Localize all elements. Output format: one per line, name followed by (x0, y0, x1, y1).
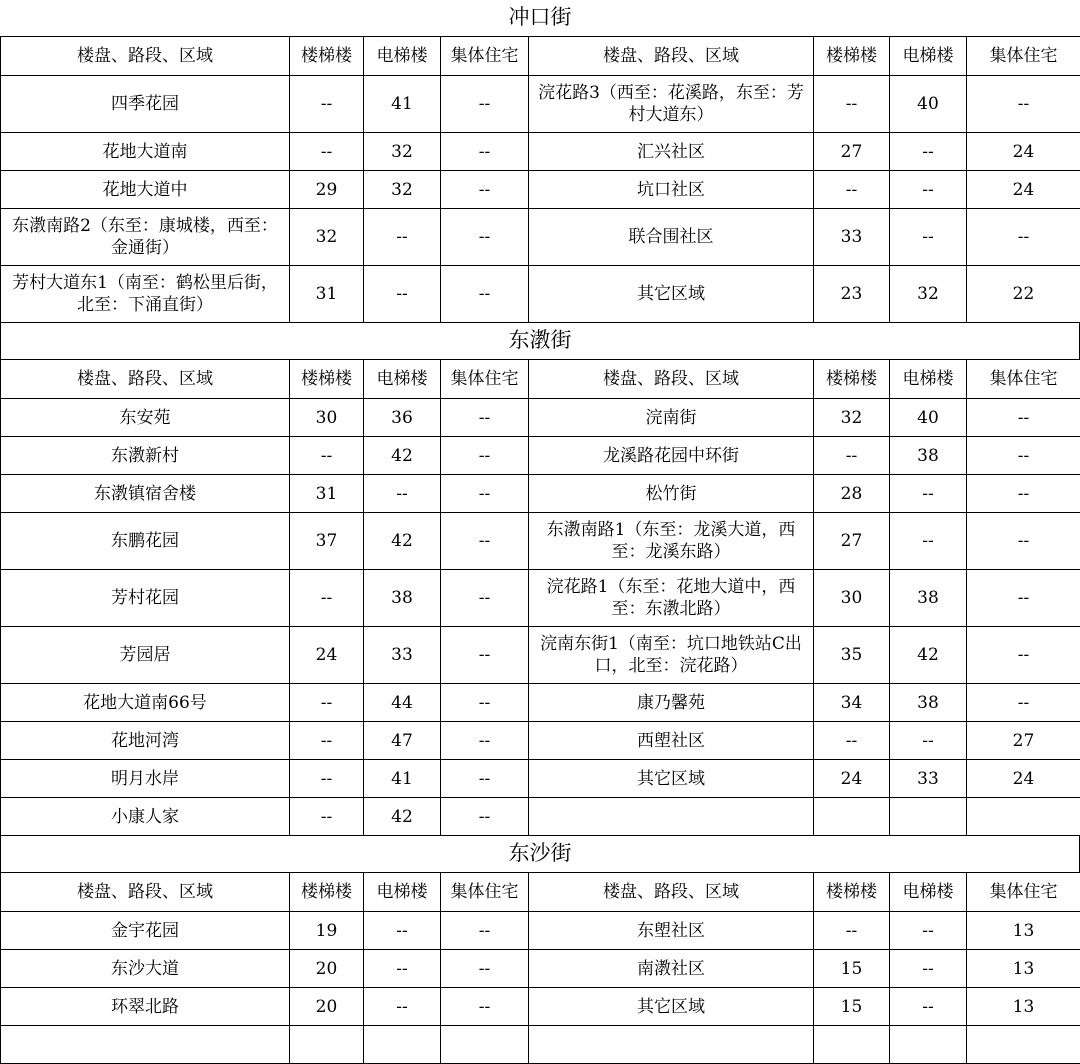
table-cell: 31 (290, 475, 364, 513)
table-cell: 四季花园 (1, 76, 290, 133)
column-header: 楼梯楼 (290, 37, 364, 76)
table-cell: -- (967, 437, 1080, 475)
column-header: 楼梯楼 (290, 873, 364, 912)
table-cell: 东漖新村 (1, 437, 290, 475)
table-cell: 38 (890, 437, 967, 475)
table-cell: 34 (814, 684, 890, 722)
header-row (1, 360, 1080, 399)
column-header: 电梯楼 (364, 37, 441, 76)
table-cell: 32 (364, 171, 441, 209)
table-cell: 33 (814, 209, 890, 266)
table-cell: 27 (967, 722, 1080, 760)
table-row (1, 1026, 1080, 1064)
table-cell: -- (441, 399, 529, 437)
column-header: 集体住宅 (967, 873, 1080, 912)
column-header: 楼梯楼 (814, 360, 890, 399)
table-cell: -- (364, 912, 441, 950)
table-row (1, 798, 1080, 836)
table-row (1, 988, 1080, 1026)
price-table (0, 359, 1080, 836)
table-cell: 24 (814, 760, 890, 798)
table-cell (1, 1026, 290, 1064)
table-cell: -- (290, 760, 364, 798)
table-cell: 联合围社区 (529, 209, 814, 266)
table-cell: 明月水岸 (1, 760, 290, 798)
table-cell: 东沙大道 (1, 950, 290, 988)
table-cell: 东漖南路2（东至：康城楼，西至：金通街） (1, 209, 290, 266)
table-cell: -- (890, 513, 967, 570)
table-cell: -- (441, 760, 529, 798)
table-cell: 24 (290, 627, 364, 684)
table-cell: 坑口社区 (529, 171, 814, 209)
column-header: 集体住宅 (967, 37, 1080, 76)
table-cell: 40 (890, 76, 967, 133)
table-cell: -- (290, 133, 364, 171)
table-cell: -- (441, 570, 529, 627)
table-cell: -- (441, 475, 529, 513)
column-header: 楼盘、路段、区域 (529, 873, 814, 912)
table-cell: 东安苑 (1, 399, 290, 437)
table-cell: -- (890, 171, 967, 209)
table-cell: -- (890, 209, 967, 266)
table-cell: 38 (364, 570, 441, 627)
table-cell: 东鹏花园 (1, 513, 290, 570)
table-cell: -- (967, 76, 1080, 133)
table-cell: 13 (967, 988, 1080, 1026)
table-cell: -- (290, 798, 364, 836)
table-row (1, 513, 1080, 570)
table-cell: -- (364, 266, 441, 323)
table-cell: -- (441, 76, 529, 133)
column-header: 楼盘、路段、区域 (529, 360, 814, 399)
table-cell: 芳园居 (1, 627, 290, 684)
table-cell: 22 (967, 266, 1080, 323)
table-cell: -- (890, 912, 967, 950)
table-cell: 花地大道中 (1, 171, 290, 209)
table-row (1, 437, 1080, 475)
table-cell: 其它区域 (529, 988, 814, 1026)
column-header: 集体住宅 (967, 360, 1080, 399)
table-cell: -- (441, 722, 529, 760)
table-cell: -- (441, 950, 529, 988)
column-header: 集体住宅 (441, 37, 529, 76)
table-cell (814, 1026, 890, 1064)
table-cell (967, 1026, 1080, 1064)
table-cell: 37 (290, 513, 364, 570)
price-table (0, 872, 1080, 1064)
table-cell: 15 (814, 988, 890, 1026)
table-cell: 41 (364, 760, 441, 798)
table-cell: 33 (890, 760, 967, 798)
table-row (1, 266, 1080, 323)
table-cell: 19 (290, 912, 364, 950)
section-title: 东沙街 (0, 836, 1080, 872)
table-cell: -- (967, 209, 1080, 266)
table-cell: -- (364, 209, 441, 266)
table-cell: 花地大道南 (1, 133, 290, 171)
table-cell: 13 (967, 912, 1080, 950)
table-cell: -- (967, 570, 1080, 627)
table-cell: 38 (890, 570, 967, 627)
table-cell: 30 (290, 399, 364, 437)
column-header: 电梯楼 (364, 360, 441, 399)
table-cell: 38 (890, 684, 967, 722)
table-cell: 36 (364, 399, 441, 437)
table-cell: -- (814, 171, 890, 209)
column-header: 电梯楼 (364, 873, 441, 912)
table-cell: 27 (814, 513, 890, 570)
table-row (1, 133, 1080, 171)
column-header: 电梯楼 (890, 360, 967, 399)
table-cell: 金宇花园 (1, 912, 290, 950)
column-header: 集体住宅 (441, 873, 529, 912)
table-cell: 西塱社区 (529, 722, 814, 760)
table-cell: -- (290, 722, 364, 760)
table-cell: 42 (364, 437, 441, 475)
table-cell: -- (364, 988, 441, 1026)
table-row (1, 399, 1080, 437)
table-cell: 27 (814, 133, 890, 171)
table-cell (529, 798, 814, 836)
table-cell: -- (290, 570, 364, 627)
table-cell: 42 (364, 798, 441, 836)
table-cell (529, 1026, 814, 1064)
table-row (1, 171, 1080, 209)
table-cell: 东漖南路1（东至：龙溪大道，西至：龙溪东路） (529, 513, 814, 570)
column-header: 楼盘、路段、区域 (1, 360, 290, 399)
table-row (1, 760, 1080, 798)
table-cell (364, 1026, 441, 1064)
table-cell: 其它区域 (529, 760, 814, 798)
column-header: 楼盘、路段、区域 (1, 37, 290, 76)
table-row (1, 570, 1080, 627)
column-header: 集体住宅 (441, 360, 529, 399)
table-cell: -- (814, 76, 890, 133)
table-cell: 24 (967, 760, 1080, 798)
table-cell (890, 798, 967, 836)
table-row (1, 627, 1080, 684)
table-cell: -- (290, 684, 364, 722)
table-cell (890, 1026, 967, 1064)
column-header: 楼盘、路段、区域 (529, 37, 814, 76)
table-cell: 东塱社区 (529, 912, 814, 950)
table-cell: -- (441, 133, 529, 171)
header-row (1, 37, 1080, 76)
table-cell: 44 (364, 684, 441, 722)
table-cell: 20 (290, 988, 364, 1026)
table-cell: 32 (364, 133, 441, 171)
table-cell: -- (290, 437, 364, 475)
table-cell: 芳村花园 (1, 570, 290, 627)
table-row (1, 475, 1080, 513)
table-cell: -- (364, 950, 441, 988)
table-cell: 24 (967, 133, 1080, 171)
table-cell: 32 (814, 399, 890, 437)
table-cell: -- (441, 171, 529, 209)
table-cell: -- (814, 437, 890, 475)
table-cell: -- (967, 627, 1080, 684)
table-row (1, 209, 1080, 266)
table-cell: 浣花路1（东至：花地大道中，西至：东漖北路） (529, 570, 814, 627)
table-cell: -- (441, 266, 529, 323)
table-cell: -- (441, 988, 529, 1026)
table-cell: 松竹街 (529, 475, 814, 513)
table-cell: 30 (814, 570, 890, 627)
table-cell: 汇兴社区 (529, 133, 814, 171)
table-row (1, 684, 1080, 722)
table-cell: 花地大道南66号 (1, 684, 290, 722)
table-cell: -- (814, 722, 890, 760)
table-cell: -- (890, 950, 967, 988)
table-cell: -- (441, 912, 529, 950)
table-cell: -- (814, 912, 890, 950)
table-cell: 13 (967, 950, 1080, 988)
table-row (1, 76, 1080, 133)
table-cell: 42 (364, 513, 441, 570)
table-cell: 花地河湾 (1, 722, 290, 760)
section-title: 东漖街 (0, 323, 1080, 359)
table-cell: 浣南东街1（南至：坑口地铁站C出口，北至：浣花路） (529, 627, 814, 684)
column-header: 楼梯楼 (814, 37, 890, 76)
table-cell: -- (441, 437, 529, 475)
table-cell: -- (967, 513, 1080, 570)
table-cell (441, 1026, 529, 1064)
table-cell: -- (890, 475, 967, 513)
table-cell: 28 (814, 475, 890, 513)
header-row (1, 873, 1080, 912)
table-cell (290, 1026, 364, 1064)
table-cell: 42 (890, 627, 967, 684)
table-cell: 32 (890, 266, 967, 323)
table-cell: 15 (814, 950, 890, 988)
table-cell: 南漖社区 (529, 950, 814, 988)
table-cell: 32 (290, 209, 364, 266)
table-cell: 环翠北路 (1, 988, 290, 1026)
table-cell: -- (290, 76, 364, 133)
table-row (1, 912, 1080, 950)
table-cell: -- (441, 798, 529, 836)
table-cell: 康乃馨苑 (529, 684, 814, 722)
table-cell: 47 (364, 722, 441, 760)
column-header: 楼梯楼 (814, 873, 890, 912)
table-cell: 40 (890, 399, 967, 437)
table-cell: 20 (290, 950, 364, 988)
price-table (0, 36, 1080, 323)
table-cell: -- (890, 988, 967, 1026)
table-cell: 小康人家 (1, 798, 290, 836)
table-cell: 35 (814, 627, 890, 684)
column-header: 电梯楼 (890, 37, 967, 76)
section-title: 冲口街 (0, 0, 1080, 36)
table-cell: -- (441, 513, 529, 570)
table-cell: -- (967, 684, 1080, 722)
table-cell: 其它区域 (529, 266, 814, 323)
table-cell: 浣花路3（西至：花溪路，东至：芳村大道东） (529, 76, 814, 133)
table-cell: -- (441, 209, 529, 266)
table-cell: 41 (364, 76, 441, 133)
table-cell: 芳村大道东1（南至：鹤松里后街，北至：下涌直街） (1, 266, 290, 323)
table-cell: 31 (290, 266, 364, 323)
table-cell: -- (441, 627, 529, 684)
table-cell: 23 (814, 266, 890, 323)
table-row (1, 950, 1080, 988)
table-cell (814, 798, 890, 836)
table-cell: 龙溪路花园中环街 (529, 437, 814, 475)
column-header: 楼梯楼 (290, 360, 364, 399)
table-cell (967, 798, 1080, 836)
table-cell: 29 (290, 171, 364, 209)
table-cell: 33 (364, 627, 441, 684)
table-cell: -- (967, 475, 1080, 513)
table-cell: -- (890, 722, 967, 760)
table-cell: 浣南街 (529, 399, 814, 437)
table-row (1, 722, 1080, 760)
table-cell: -- (364, 475, 441, 513)
column-header: 电梯楼 (890, 873, 967, 912)
table-cell: -- (967, 399, 1080, 437)
table-cell: 东漖镇宿舍楼 (1, 475, 290, 513)
table-cell: -- (890, 133, 967, 171)
table-cell: 24 (967, 171, 1080, 209)
table-cell: -- (441, 684, 529, 722)
column-header: 楼盘、路段、区域 (1, 873, 290, 912)
